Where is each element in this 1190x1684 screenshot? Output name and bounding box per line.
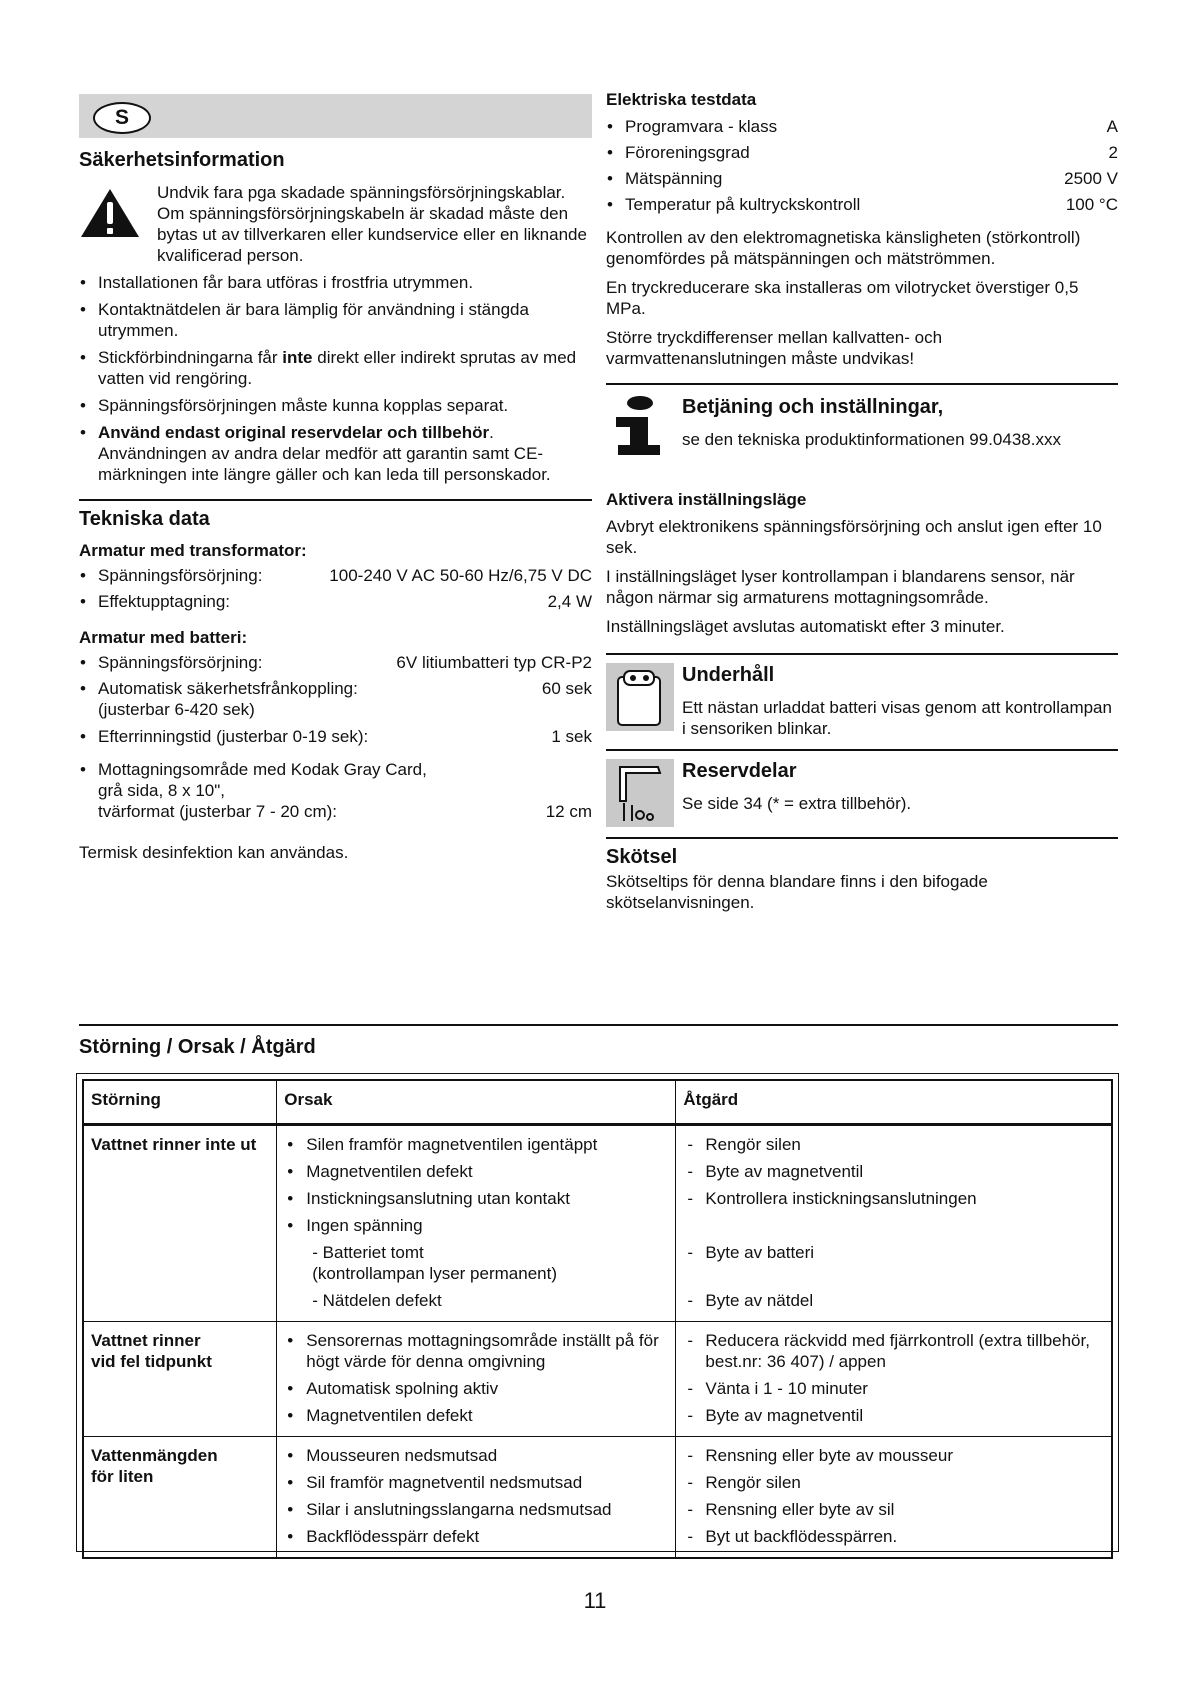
operation-section (606, 389, 1118, 457)
care-text: Skötseltips för denna blandare finns i den bifogade skötselanvisningen. (606, 872, 988, 912)
fix-item: - Rengör silen (683, 1472, 1104, 1493)
cause-subitem-note: (kontrollampan lyser permanent) (312, 1264, 557, 1283)
spec-value: 2500 V (1064, 169, 1118, 188)
spec-label: • Spänningsförsörjning: (98, 566, 263, 585)
range-line: grå sida, 8 x 10", (98, 781, 225, 800)
language-badge: S (93, 102, 151, 134)
safety-item: • Installationen får bara utföras i frostfria utrymmen. (79, 272, 592, 293)
pressure-paragraph: En tryckreducerare ska installeras om vilotrycket överstiger 0,5 MPa. (606, 278, 1079, 318)
battery-icon (606, 663, 674, 731)
spare-parts-section (606, 759, 1118, 827)
spec-value: A (1106, 117, 1118, 136)
safety-item-parts (79, 422, 592, 485)
spec-row (79, 726, 592, 747)
fault-cell (83, 1322, 277, 1437)
fix-item: - Byt ut backflödesspärren. (683, 1526, 1104, 1547)
right-column (606, 89, 1118, 913)
activate-paragraph: Inställningsläget avslutas automatiskt efter 3 minuter. (606, 617, 1005, 636)
left-column (79, 94, 592, 863)
table-header-row (83, 1080, 1112, 1125)
safety-item: • Spänningsförsörjningen måste kunna kopplas separat. (79, 395, 592, 416)
emc-paragraph: Kontrollen av den elektromagnetiska känsligheten (störkontroll) genomfördes på mätspänningen och mätströmmen. (606, 228, 1081, 268)
fix-item: - Kontrollera instickningsanslutningen (683, 1188, 1104, 1209)
parts-emphasis: Använd endast original reservdelar och tillbehör (98, 423, 490, 442)
spec-value: 100-240 V AC 50-60 Hz/6,75 V DC (329, 566, 592, 585)
electrical-row (606, 116, 1118, 137)
cause-item: • Magnetventilen defekt (284, 1405, 668, 1426)
operation-title: Betjäning och inställningar, (682, 396, 944, 418)
battery-list (79, 652, 592, 822)
fix-item: - Rengör silen (683, 1134, 1104, 1155)
electrical-list (606, 116, 1118, 215)
divider (606, 383, 1118, 385)
table-row (83, 1437, 1112, 1559)
electrical-row (606, 168, 1118, 189)
cause-item: • Automatisk spolning aktiv (284, 1378, 668, 1399)
cause-item: • Ingen spänning (284, 1215, 668, 1236)
activate-paragraph: I inställningsläget lyser kontrollampan i blandarens sensor, när någon närmar sig armaturens mottagningsområde. (606, 567, 1075, 607)
range-line: tvärformat (justerbar 7 - 20 cm): (98, 802, 338, 821)
cause-subitem: - Batteriet tomt (312, 1243, 424, 1262)
spare-parts-text: Se side 34 (* = extra tillbehör). (682, 794, 912, 813)
cause-item: • Instickningsanslutning utan kontakt (284, 1188, 668, 1209)
safety-title: Säkerhetsinformation (79, 149, 285, 171)
troubleshooting-table (82, 1079, 1113, 1559)
electrical-row (606, 194, 1118, 215)
cause-item: • Mousseuren nedsmutsad (284, 1445, 668, 1466)
fix-item: - Byte av nätdel (683, 1290, 1104, 1311)
fix-item: - Byte av magnetventil (683, 1161, 1104, 1182)
spec-label: • Temperatur på kultryckskontroll (625, 195, 861, 214)
spec-row (79, 591, 592, 612)
pressure-diff-paragraph: Större tryckdifferenser mellan kallvatten- och varmvattenanslutningen måste undvikas! (606, 328, 943, 368)
spec-value: 6V litiumbatteri typ CR-P2 (396, 653, 592, 672)
fix-item: - Reducera räckvidd med fjärrkontroll (extra tillbehör, best.nr: 36 407) / appen (683, 1330, 1104, 1372)
spec-value: 12 cm (545, 802, 592, 821)
fix-item: - Vänta i 1 - 10 minuter (683, 1378, 1104, 1399)
spec-label: • Föroreningsgrad (625, 143, 750, 162)
maintenance-title: Underhåll (682, 664, 775, 686)
safety-list (79, 272, 592, 485)
operation-text: se den tekniska produktinformationen 99.0438.xxx (682, 430, 1061, 449)
maintenance-section (606, 663, 1118, 739)
spec-label: • Spänningsförsörjning: (98, 653, 263, 672)
divider (606, 749, 1118, 751)
maintenance-text: Ett nästan urladdat batteri visas genom att kontrollampan i sensoriken blinkar. (682, 698, 1112, 738)
info-icon (606, 389, 674, 457)
fix-cell (676, 1437, 1112, 1559)
electrical-title: Elektriska testdata (606, 90, 757, 109)
fix-item: - Rensning eller byte av mousseur (683, 1445, 1104, 1466)
fix-spacer (683, 1215, 1104, 1236)
spec-row (79, 652, 592, 673)
table-row (83, 1322, 1112, 1437)
fix-cell (676, 1125, 1112, 1322)
spec-row-range (79, 759, 592, 822)
safety-item: • Kontaktnätdelen är bara lämplig för användning i stängda utrymmen. (79, 299, 592, 341)
safety-warning (79, 182, 592, 266)
cause-cell (277, 1437, 676, 1559)
cause-item: • Backflödesspärr defekt (284, 1526, 668, 1547)
language-header-bar (79, 94, 592, 138)
electrical-row (606, 142, 1118, 163)
cause-subitem: - Nätdelen defekt (312, 1291, 442, 1310)
spec-label: • Automatisk säkerhetsfrånkoppling: (98, 679, 358, 698)
transformer-title: Armatur med transformator: (79, 541, 307, 560)
divider (606, 653, 1118, 655)
tech-title: Tekniska data (79, 508, 210, 530)
parts-text: . Användningen av andra delar medför att garantin samt CE-märkningen inte längre gäller och kan leda till personskador. (98, 423, 551, 484)
troubleshooting-table-frame (76, 1073, 1119, 1552)
divider (79, 499, 592, 501)
cause-cell (277, 1322, 676, 1437)
fault-line: Vattenmängden (91, 1446, 218, 1465)
fix-cell (676, 1322, 1112, 1437)
spec-row-shutoff (79, 678, 592, 720)
battery-title: Armatur med batteri: (79, 628, 248, 647)
spare-parts-title: Reservdelar (682, 760, 797, 782)
table-row (83, 1125, 1112, 1322)
activate-title: Aktivera inställningsläge (606, 490, 807, 509)
spray-text: direkt eller indirekt sprutas av med vatten vid rengöring. (98, 348, 577, 388)
spec-value: 1 sek (551, 727, 592, 746)
troubleshooting-title: Störning / Orsak / Åtgärd (79, 1036, 316, 1058)
header-cause: Orsak (277, 1080, 676, 1125)
divider (79, 1024, 1118, 1026)
care-title: Skötsel (606, 846, 678, 868)
spec-value: 2,4 W (547, 592, 592, 611)
range-line: • Mottagningsområde med Kodak Gray Card, (98, 760, 427, 779)
warning-triangle-icon (79, 187, 141, 239)
cause-item: • Sil framför magnetventil nedsmutsad (284, 1472, 668, 1493)
warning-text: Undvik fara pga skadade spänningsförsörjningskablar. Om spänningsförsörjningskabeln är skadad måste den bytas ut av tillverkaren eller kundservice eller en liknande kvalificerad person. (157, 183, 587, 265)
transformer-list (79, 565, 592, 612)
fault-line: Vattnet rinner (91, 1331, 201, 1350)
spec-value: 100 °C (1065, 195, 1118, 214)
fix-item: - Byte av magnetventil (683, 1405, 1104, 1426)
header-fault: Störning (83, 1080, 277, 1125)
fault-cell: Vattnet rinner inte ut (83, 1125, 277, 1322)
spec-label: • Mätspänning (625, 169, 723, 188)
fault-line: för liten (91, 1467, 154, 1486)
spray-emphasis: inte (282, 348, 313, 367)
header-fix: Åtgärd (676, 1080, 1112, 1125)
cause-item: • Silar i anslutningsslangarna nedsmutsad (284, 1499, 668, 1520)
spec-value: 60 sek (541, 679, 592, 698)
spray-text: Stickförbindningarna får (98, 348, 283, 367)
page-number: 11 (583, 1588, 607, 1613)
spec-sub: (justerbar 6-420 sek) (98, 700, 255, 719)
activate-paragraph: Avbryt elektronikens spänningsförsörjning och anslut igen efter 10 sek. (606, 517, 1102, 557)
spec-label: • Efterrinningstid (justerbar 0-19 sek): (98, 727, 369, 746)
cause-cell (277, 1125, 676, 1322)
safety-item-spray (79, 347, 592, 389)
spec-label: • Programvara - klass (625, 117, 778, 136)
fix-item: - Rensning eller byte av sil (683, 1499, 1104, 1520)
spec-label: • Effektupptagning: (98, 592, 231, 611)
spec-value: 2 (1108, 143, 1118, 162)
fault-cell (83, 1437, 277, 1559)
cause-item: • Sensorernas mottagningsområde inställt på för högt värde för denna omgivning (284, 1330, 668, 1372)
faucet-parts-icon (606, 759, 674, 827)
fault-line: vid fel tidpunkt (91, 1352, 212, 1371)
cause-item: • Silen framför magnetventilen igentäppt (284, 1134, 668, 1155)
fix-item: - Byte av batteri (683, 1242, 1104, 1263)
spec-row (79, 565, 592, 586)
divider (606, 837, 1118, 839)
cause-item: • Magnetventilen defekt (284, 1161, 668, 1182)
disinfection-note: Termisk desinfektion kan användas. (79, 843, 349, 862)
